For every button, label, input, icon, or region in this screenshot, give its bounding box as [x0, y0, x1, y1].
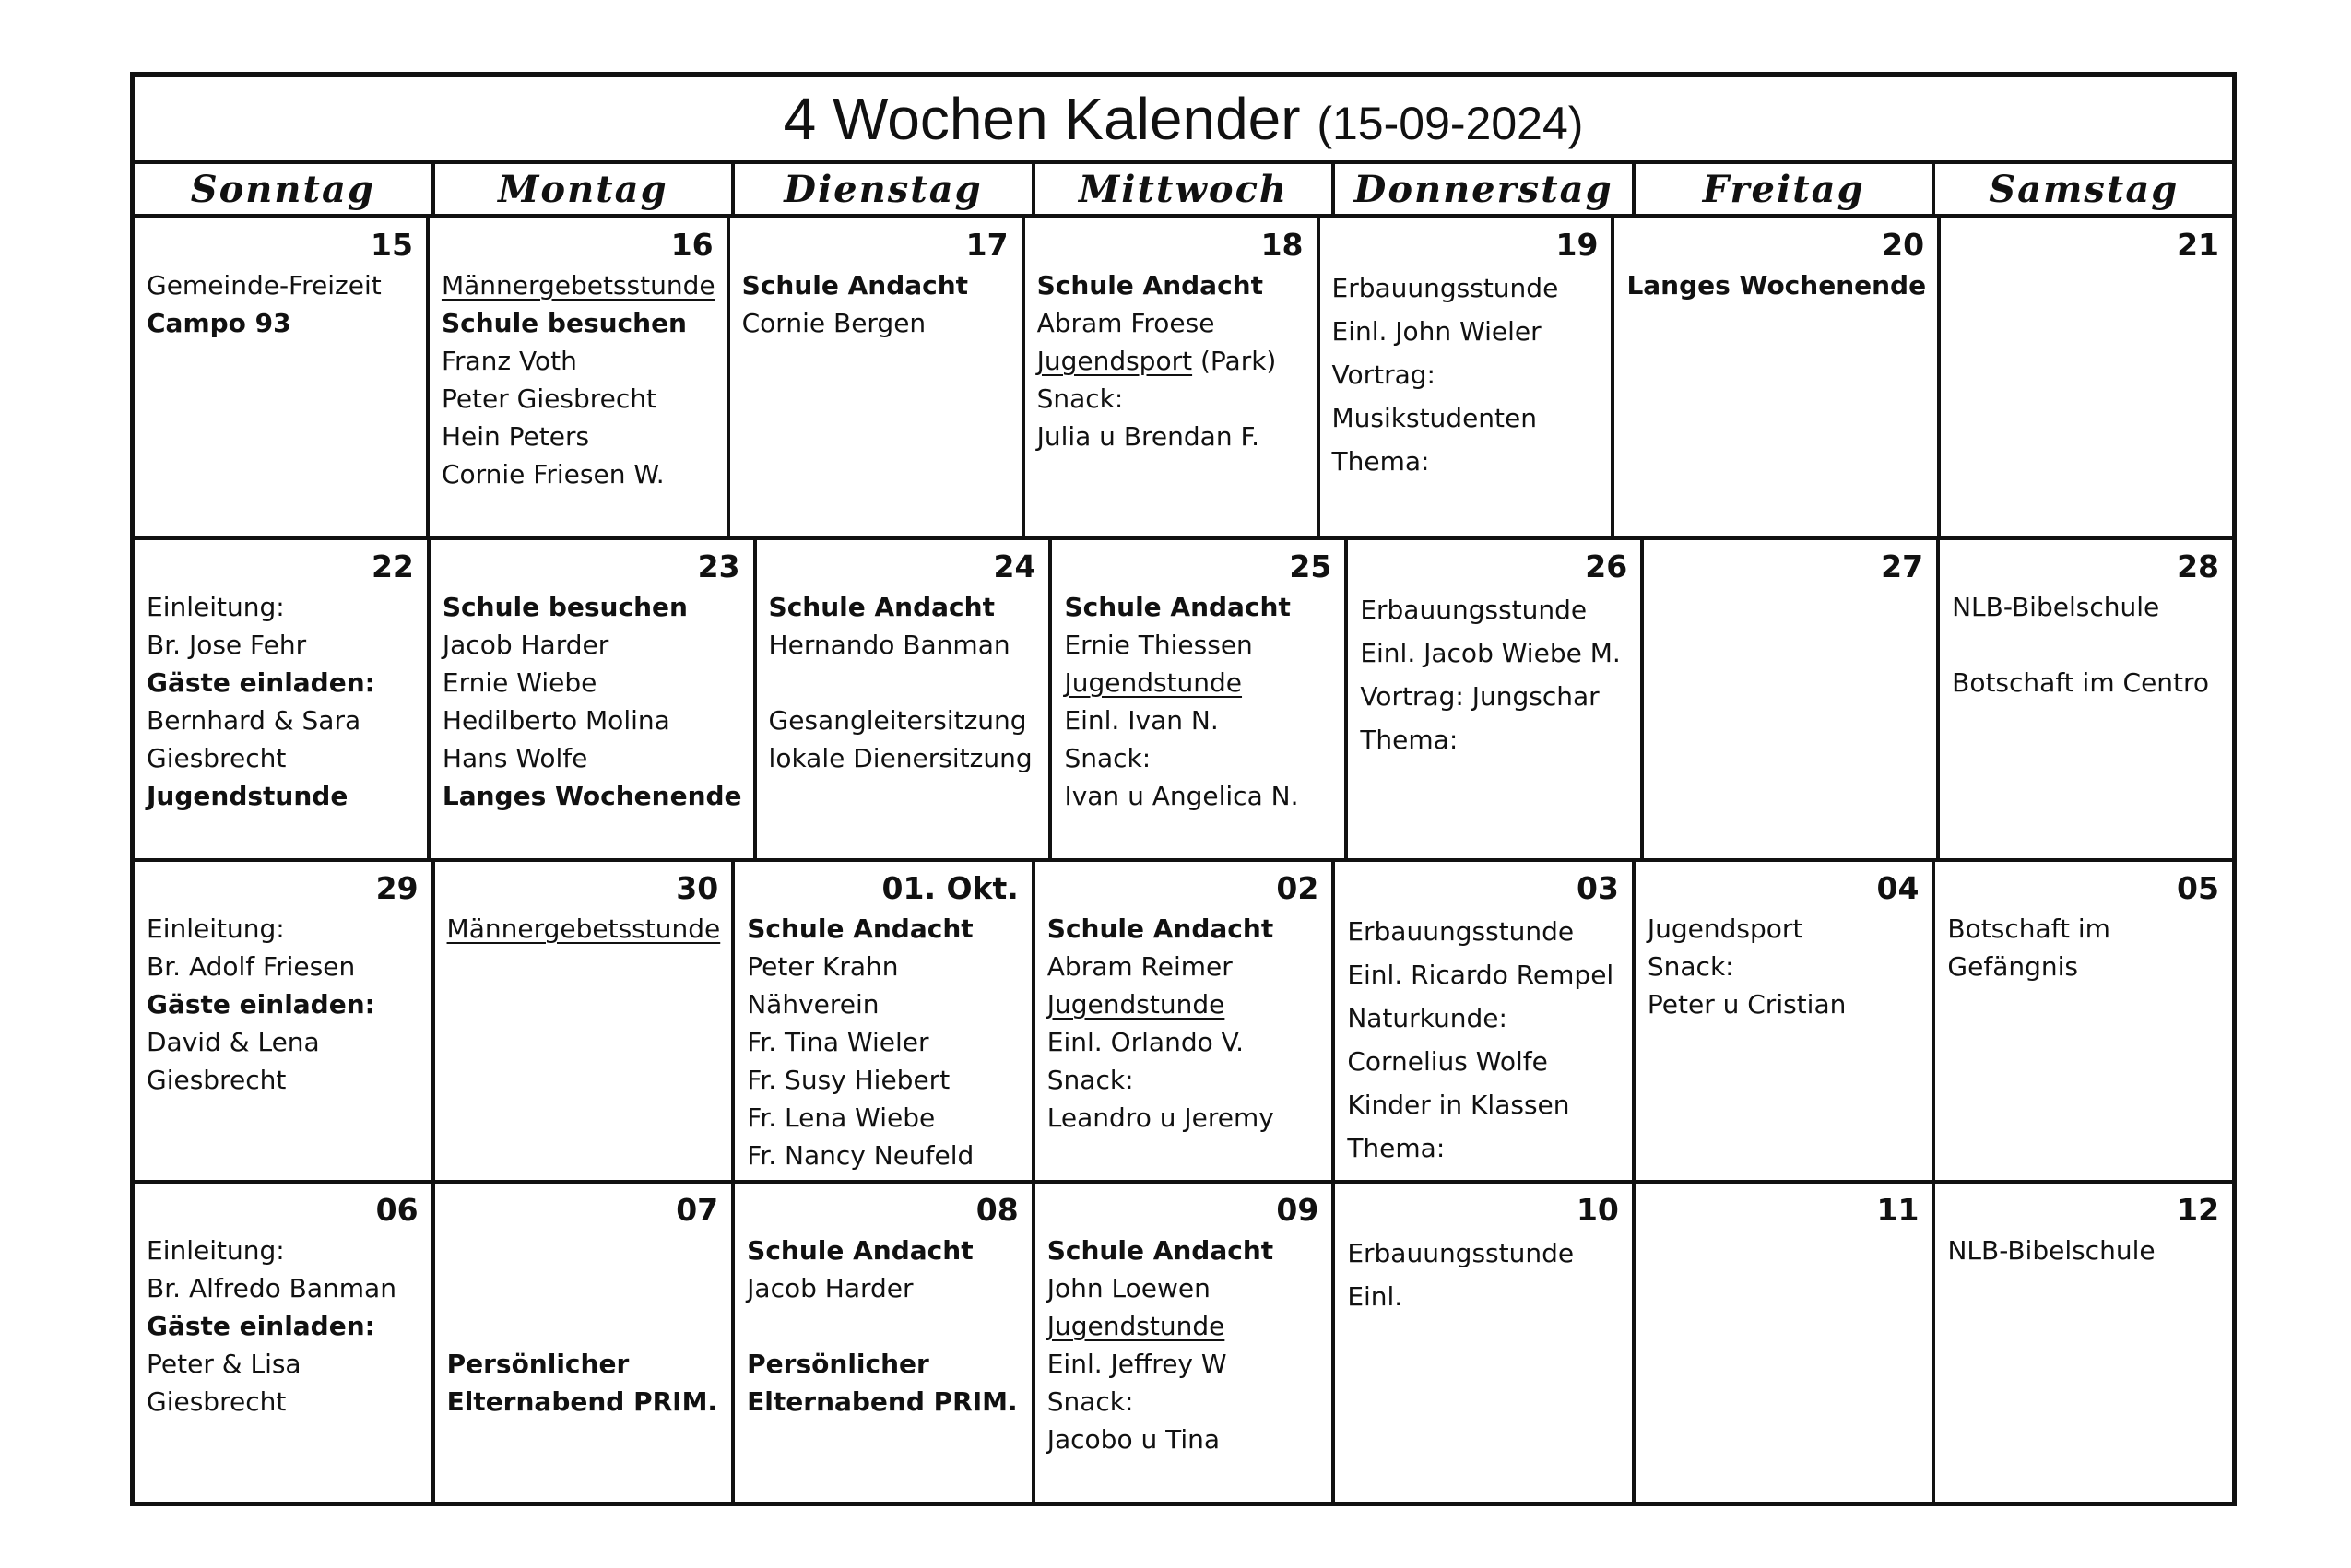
event-line	[442, 342, 715, 380]
event-text: Abram Reimer	[1046, 951, 1233, 982]
event-line	[1947, 910, 2221, 948]
event-line	[1648, 948, 1921, 985]
event-text: Schule Andacht	[1046, 914, 1274, 944]
event-text: Elternabend PRIM.	[446, 1386, 718, 1417]
event-text: Thema:	[1360, 725, 1459, 755]
event-line	[1347, 1126, 1621, 1170]
event-text: Einl. Ricardo Rempel	[1347, 960, 1614, 990]
event-text: Nähverein	[747, 989, 880, 1020]
day-cell	[135, 862, 435, 1180]
day-number: 03	[1576, 870, 1619, 906]
event-line	[147, 1269, 420, 1307]
event-text: Ivan u Angelica N.	[1064, 781, 1299, 811]
event-text: Giesbrecht	[147, 743, 287, 773]
event-line	[1047, 910, 1321, 948]
event-line	[1064, 701, 1333, 739]
day-number: 06	[375, 1192, 419, 1228]
event-text: Abram Froese	[1036, 308, 1215, 338]
event-text: Einl. Orlando V.	[1046, 1027, 1245, 1057]
event-line	[147, 1307, 420, 1345]
event-line	[1952, 664, 2221, 701]
weekday-samstag: Samstag	[1989, 167, 2180, 211]
event-text: Gäste einladen:	[147, 1311, 375, 1341]
event-line	[747, 948, 1021, 985]
event-line	[747, 1383, 1021, 1421]
event-text: Elternabend PRIM.	[747, 1386, 1018, 1417]
event-line	[1626, 266, 1926, 304]
event-text: Gemeinde-Freizeit	[147, 270, 382, 301]
event-text: Jacobo u Tina	[1046, 1424, 1221, 1455]
event-text: Männergebetsstunde	[446, 914, 721, 944]
event-line	[1332, 396, 1601, 440]
event-text: Gäste einladen:	[147, 989, 375, 1020]
event-text: Botschaft im Centro	[1952, 667, 2210, 698]
day-cell	[1636, 862, 1936, 1180]
event-suffix: (Park)	[1192, 346, 1277, 376]
title-text: 4 Wochen Kalender	[783, 85, 1301, 152]
event-line	[1064, 777, 1333, 815]
event-text: Erbauungsstunde	[1360, 595, 1588, 625]
event-line	[442, 455, 715, 493]
event-line	[147, 701, 416, 739]
event-text: Peter & Lisa	[147, 1349, 301, 1379]
event-text: Schule besuchen	[442, 592, 688, 622]
event-text: Hedilberto Molina	[442, 705, 670, 736]
event-line	[747, 1023, 1021, 1061]
event-text: Schule Andacht	[1036, 270, 1263, 301]
event-text: John Loewen	[1046, 1273, 1211, 1303]
event-line	[147, 266, 415, 304]
day-cell	[435, 1184, 736, 1502]
event-text: Snack:	[1046, 1386, 1134, 1417]
day-cell	[1644, 540, 1940, 858]
event-text: Jugendsport	[1647, 914, 1803, 944]
event-text: Leandro u Jeremy	[1046, 1102, 1274, 1133]
day-cell	[430, 218, 730, 536]
event-line	[443, 626, 742, 664]
event-line	[769, 588, 1038, 626]
day-cell	[135, 1184, 435, 1502]
event-line	[1064, 739, 1333, 777]
event-text: Jugendstunde	[1046, 1311, 1225, 1341]
day-cell	[735, 862, 1035, 1180]
event-line	[147, 664, 416, 701]
event-line	[1037, 342, 1305, 380]
event-text: Hein Peters	[441, 421, 590, 452]
event-line	[769, 626, 1038, 664]
weekday-dienstag: Dienstag	[735, 164, 1035, 214]
day-cell	[1035, 862, 1336, 1180]
event-text: Langes Wochenende	[442, 781, 742, 811]
day-cell	[135, 218, 430, 536]
event-text: Peter u Cristian	[1647, 989, 1847, 1020]
day-number: 05	[2177, 870, 2219, 906]
event-text: Ernie Wiebe	[442, 667, 597, 698]
day-cell	[1940, 540, 2232, 858]
event-line	[147, 1232, 420, 1269]
event-line	[447, 910, 721, 948]
day-cell	[1052, 540, 1348, 858]
event-line	[1047, 1061, 1321, 1099]
event-text: Campo 93	[147, 308, 291, 338]
day-cell	[1935, 862, 2232, 1180]
event-line	[447, 1383, 721, 1421]
day-number: 25	[1289, 548, 1332, 584]
event-line	[147, 304, 415, 342]
day-number: 18	[1260, 227, 1304, 263]
event-line	[1037, 418, 1305, 455]
day-number: 19	[1555, 227, 1599, 263]
event-line	[1360, 588, 1629, 631]
event-text: Fr. Lena Wiebe	[747, 1102, 936, 1133]
day-number: 02	[1276, 870, 1319, 906]
day-number: 08	[975, 1192, 1019, 1228]
event-line	[442, 266, 715, 304]
calendar-title	[784, 85, 1584, 153]
event-line	[1347, 953, 1621, 996]
event-line	[1047, 1232, 1321, 1269]
event-text: Schule Andacht	[768, 592, 995, 622]
weekday-montag: Montag	[435, 164, 736, 214]
day-number: 12	[2177, 1192, 2220, 1228]
event-text: Snack:	[1064, 743, 1152, 773]
week-row	[135, 862, 2232, 1184]
spacer	[447, 1269, 721, 1307]
event-text: Hernando Banman	[768, 630, 1010, 660]
event-text: Erbauungsstunde	[1347, 916, 1575, 947]
event-line	[1047, 1345, 1321, 1383]
event-line	[147, 588, 416, 626]
event-text: Erbauungsstunde	[1331, 273, 1559, 303]
event-text: Schule Andacht	[747, 914, 974, 944]
event-text: Musikstudenten	[1331, 403, 1537, 433]
event-line	[1648, 985, 1921, 1023]
event-text: Ernie Thiessen	[1064, 630, 1253, 660]
event-text: Schule besuchen	[441, 308, 687, 338]
event-text: Br. Adolf Friesen	[147, 951, 356, 982]
day-number: 01. Okt.	[881, 870, 1019, 906]
event-text: Erbauungsstunde	[1347, 1238, 1575, 1268]
event-line	[1347, 1040, 1621, 1083]
event-text: Jugendstunde	[147, 781, 349, 811]
day-number: 10	[1576, 1192, 1619, 1228]
event-text: Bernhard & Sara	[147, 705, 361, 736]
event-line	[447, 1345, 721, 1383]
day-number: 09	[1276, 1192, 1319, 1228]
day-number: 26	[1585, 548, 1628, 584]
event-line	[747, 910, 1021, 948]
event-line	[1347, 1275, 1621, 1318]
weekday-donnerstag: Donnerstag	[1335, 164, 1636, 214]
weekday-header-row	[135, 164, 2232, 218]
event-line	[1347, 1083, 1621, 1126]
event-text: lokale Dienersitzung	[768, 743, 1033, 773]
day-number: 07	[676, 1192, 719, 1228]
day-number: 22	[371, 548, 414, 584]
event-text: Giesbrecht	[147, 1386, 287, 1417]
day-cell	[1636, 1184, 1936, 1502]
event-line	[443, 588, 742, 626]
event-line	[1064, 588, 1333, 626]
event-text: Vortrag: Jungschar	[1360, 681, 1600, 712]
event-line	[147, 1061, 420, 1099]
event-text: Botschaft im	[1947, 914, 2110, 944]
event-text: Vortrag:	[1331, 360, 1435, 390]
event-text: Julia u Brendan F.	[1036, 421, 1259, 452]
event-text: David & Lena	[147, 1027, 320, 1057]
day-number: 27	[1881, 548, 1924, 584]
event-text: Thema:	[1331, 446, 1430, 477]
day-number: 29	[375, 870, 419, 906]
event-text: NLB-Bibelschule	[1947, 1235, 2156, 1266]
event-line	[1947, 948, 2221, 985]
day-number: 24	[993, 548, 1036, 584]
day-cell	[757, 540, 1053, 858]
event-line	[1047, 1023, 1321, 1061]
event-text: Fr. Susy Hiebert	[747, 1065, 951, 1095]
event-text: Jacob Harder	[747, 1273, 914, 1303]
event-line	[1047, 1099, 1321, 1137]
event-text: Cornie Bergen	[741, 308, 927, 338]
event-text: Einl. Jeffrey W	[1046, 1349, 1227, 1379]
event-text: Snack:	[1046, 1065, 1134, 1095]
event-text: Schule Andacht	[1064, 592, 1291, 622]
day-cell	[135, 540, 431, 858]
day-cell	[1614, 218, 1941, 536]
day-number: 15	[371, 227, 413, 263]
event-text: Einl. Ivan N.	[1064, 705, 1219, 736]
event-line	[147, 777, 416, 815]
event-line	[1047, 1383, 1321, 1421]
calendar	[130, 72, 2237, 1506]
event-text: Fr. Nancy Neufeld	[747, 1140, 975, 1171]
day-cell	[730, 218, 1025, 536]
event-line	[1047, 985, 1321, 1023]
title-row	[135, 77, 2232, 164]
day-cell	[735, 1184, 1035, 1502]
event-text: Snack:	[1647, 951, 1734, 982]
event-line	[1648, 910, 1921, 948]
spacer	[769, 664, 1038, 701]
event-line	[147, 1383, 420, 1421]
event-line	[443, 701, 742, 739]
week-row	[135, 218, 2232, 540]
event-line	[442, 418, 715, 455]
day-number: 16	[670, 227, 714, 263]
event-text: Naturkunde:	[1347, 1003, 1507, 1033]
spacer	[447, 1232, 721, 1269]
event-line	[1064, 626, 1333, 664]
event-line	[1037, 266, 1305, 304]
event-line	[147, 739, 416, 777]
event-line	[747, 1137, 1021, 1174]
weekday-mittwoch: Mittwoch	[1035, 164, 1336, 214]
day-cell	[1035, 1184, 1336, 1502]
event-text: Hans Wolfe	[442, 743, 588, 773]
event-text: Gefängnis	[1947, 951, 2078, 982]
day-cell	[1335, 862, 1636, 1180]
event-text: Thema:	[1347, 1133, 1446, 1163]
event-text: Br. Jose Fehr	[147, 630, 307, 660]
event-line	[1332, 353, 1601, 396]
event-text: Schule Andacht	[741, 270, 969, 301]
event-text: Einl.	[1347, 1281, 1403, 1312]
day-cell	[1348, 540, 1644, 858]
event-line	[1360, 718, 1629, 761]
day-number: 17	[965, 227, 1009, 263]
event-text: Peter Krahn	[747, 951, 899, 982]
event-text: Cornie Friesen W.	[441, 459, 665, 489]
event-line	[442, 380, 715, 418]
day-number: 28	[2177, 548, 2219, 584]
event-line	[147, 1345, 420, 1383]
event-line	[1037, 380, 1305, 418]
day-number: 21	[2177, 227, 2220, 263]
title-date: (15-09-2024)	[1317, 97, 1584, 149]
event-text: Jugendstunde	[1064, 667, 1243, 698]
day-number: 04	[1876, 870, 1920, 906]
week-row	[135, 1184, 2232, 1502]
event-line	[1947, 1232, 2221, 1269]
event-line	[1347, 910, 1621, 953]
event-line	[1047, 1421, 1321, 1458]
event-text: Gäste einladen:	[147, 667, 375, 698]
event-line	[1347, 996, 1621, 1040]
event-text: Giesbrecht	[147, 1065, 287, 1095]
day-cell	[1025, 218, 1320, 536]
day-cell	[431, 540, 757, 858]
event-text: Snack:	[1036, 383, 1124, 414]
event-line	[1332, 266, 1601, 310]
event-text: Cornelius Wolfe	[1347, 1046, 1548, 1077]
weekday-freitag: Freitag	[1636, 164, 1936, 214]
spacer	[447, 1307, 721, 1345]
event-text: Gesangleitersitzung	[768, 705, 1027, 736]
event-line	[1347, 1232, 1621, 1275]
event-line	[742, 266, 1010, 304]
event-line	[747, 1269, 1021, 1307]
event-line	[1047, 948, 1321, 985]
event-text: Einl. Jacob Wiebe M.	[1360, 638, 1621, 668]
day-cell	[435, 862, 736, 1180]
event-line	[747, 1099, 1021, 1137]
day-cell	[1935, 1184, 2232, 1502]
event-text: Peter Giesbrecht	[441, 383, 656, 414]
event-text: Männergebetsstunde	[441, 270, 715, 301]
event-text: Einleitung:	[147, 1235, 285, 1266]
day-cell	[1941, 218, 2232, 536]
event-line	[747, 1061, 1021, 1099]
event-text: Einleitung:	[147, 914, 285, 944]
day-number: 30	[676, 870, 719, 906]
event-line	[1064, 664, 1333, 701]
event-line	[1952, 588, 2221, 626]
spacer	[747, 1307, 1021, 1345]
event-line	[747, 985, 1021, 1023]
event-line	[1332, 310, 1601, 353]
event-line	[769, 739, 1038, 777]
event-line	[443, 739, 742, 777]
day-number: 20	[1882, 227, 1925, 263]
event-line	[147, 910, 420, 948]
event-text: Jugendsport	[1036, 346, 1193, 376]
event-line	[1047, 1269, 1321, 1307]
event-text: Br. Alfredo Banman	[147, 1273, 396, 1303]
event-line	[1037, 304, 1305, 342]
event-text: Jacob Harder	[442, 630, 609, 660]
event-line	[742, 304, 1010, 342]
event-line	[1360, 631, 1629, 675]
event-line	[147, 948, 420, 985]
event-line	[747, 1345, 1021, 1383]
event-text: Franz Voth	[441, 346, 577, 376]
event-line	[443, 777, 742, 815]
event-text: Jugendstunde	[1046, 989, 1225, 1020]
event-line	[442, 304, 715, 342]
event-text: NLB-Bibelschule	[1952, 592, 2160, 622]
event-line	[1360, 675, 1629, 718]
event-line	[747, 1232, 1021, 1269]
event-text: Einleitung:	[147, 592, 285, 622]
event-text: Schule Andacht	[1046, 1235, 1274, 1266]
calendar-grid	[135, 218, 2232, 1502]
event-text: Persönlicher	[446, 1349, 630, 1379]
event-line	[1332, 440, 1601, 483]
event-text: Einl. John Wieler	[1331, 316, 1542, 347]
event-line	[1047, 1307, 1321, 1345]
event-line	[769, 701, 1038, 739]
event-line	[147, 1023, 420, 1061]
event-line	[443, 664, 742, 701]
day-number: 11	[1876, 1192, 1920, 1228]
event-text: Langes Wochenende	[1626, 270, 1927, 301]
weekday-sonntag: Sonntag	[135, 164, 435, 214]
event-line	[147, 985, 420, 1023]
event-line	[147, 626, 416, 664]
event-text: Persönlicher	[747, 1349, 929, 1379]
day-cell	[1335, 1184, 1636, 1502]
day-number: 23	[697, 548, 740, 584]
day-cell	[1320, 218, 1615, 536]
week-row	[135, 540, 2232, 862]
event-text: Fr. Tina Wieler	[747, 1027, 929, 1057]
spacer	[1952, 626, 2221, 664]
event-text: Schule Andacht	[747, 1235, 974, 1266]
event-text: Kinder in Klassen	[1347, 1090, 1570, 1120]
